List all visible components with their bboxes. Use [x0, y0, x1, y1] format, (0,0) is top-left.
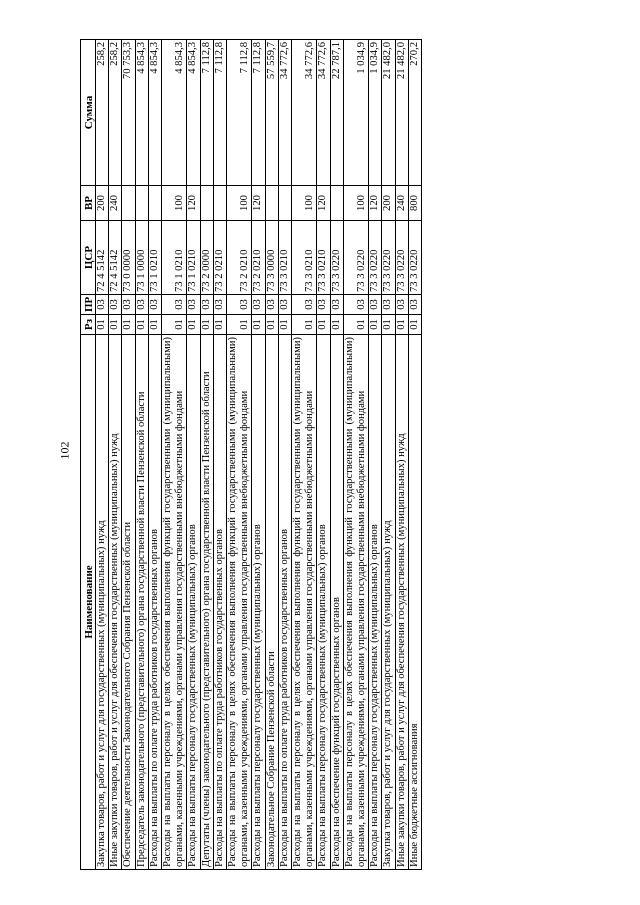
table-row [317, 40, 330, 870]
cell-name: Депутаты (члены) законодательного (представительного) органа государственной власти Пензенской области [200, 335, 213, 870]
cell-vr [330, 186, 343, 221]
cell-vr: 240 [395, 186, 408, 221]
cell-csr: 73 3 0220 [369, 221, 382, 295]
table-body [96, 40, 422, 870]
cell-sum: 57 559,7 [265, 40, 278, 186]
cell-pr: 03 [135, 295, 148, 315]
cell-vr: 120 [187, 186, 200, 221]
cell-vr: 100 [292, 186, 317, 221]
cell-csr: 73 3 0210 [292, 221, 317, 295]
table-row [369, 40, 382, 870]
cell-sum: 34 772,6 [292, 40, 317, 186]
cell-name: Иные закупки товаров, работ и услуг для обеспечения государственных (муниципальных) нужд [395, 335, 408, 870]
cell-rz: 01 [330, 315, 343, 335]
cell-sum: 258,2 [109, 40, 122, 186]
cell-sum: 34 772,6 [278, 40, 291, 186]
table-row [227, 40, 252, 870]
cell-csr: 73 1 0000 [135, 221, 148, 295]
cell-pr: 03 [343, 295, 368, 315]
header-name: Наименование [81, 335, 96, 870]
cell-sum: 70 753,3 [122, 40, 135, 186]
header-csr: ЦСР [81, 221, 96, 295]
cell-name: Закупка товаров, работ и услуг для государственных (муниципальных) нужд [96, 335, 109, 870]
cell-csr: 73 2 0000 [200, 221, 213, 295]
table-row [135, 40, 148, 870]
cell-name: Расходы на выплаты персоналу государственных (муниципальных) органов [252, 335, 265, 870]
cell-csr: 73 1 0210 [162, 221, 187, 295]
cell-csr: 73 0 0000 [122, 221, 135, 295]
cell-sum: 21 482,0 [382, 40, 395, 186]
table-row [265, 40, 278, 870]
cell-rz: 01 [162, 315, 187, 335]
cell-name: Расходы на выплаты персоналу в целях обеспечения выполнения функций государственными (муниципальными) органами, казенными учреждениями, органами управления государственными внебюджетными фондами [343, 335, 368, 870]
cell-rz: 01 [122, 315, 135, 335]
cell-pr: 03 [395, 295, 408, 315]
cell-vr [200, 186, 213, 221]
cell-rz: 01 [135, 315, 148, 335]
cell-pr: 03 [408, 295, 421, 315]
cell-sum: 7 112,8 [200, 40, 213, 186]
cell-rz: 01 [343, 315, 368, 335]
cell-pr: 03 [162, 295, 187, 315]
header-rz: Рз [81, 315, 96, 335]
header-vr: ВР [81, 186, 96, 221]
cell-vr: 100 [227, 186, 252, 221]
page-number: 102 [57, 441, 72, 460]
cell-vr [122, 186, 135, 221]
cell-name: Расходы на выплаты персоналу государственных (муниципальных) органов [369, 335, 382, 870]
cell-csr: 72 4 5142 [96, 221, 109, 295]
cell-rz: 01 [278, 315, 291, 335]
cell-csr: 73 3 0220 [330, 221, 343, 295]
cell-rz: 01 [96, 315, 109, 335]
cell-pr: 03 [382, 295, 395, 315]
cell-name: Расходы на обеспечение функций государственных органов [330, 335, 343, 870]
cell-vr: 800 [408, 186, 421, 221]
cell-sum: 7 112,8 [252, 40, 265, 186]
cell-csr: 73 3 0220 [343, 221, 368, 295]
table-row [252, 40, 265, 870]
cell-vr [148, 186, 161, 221]
cell-name: Расходы на выплаты персоналу в целях обеспечения выполнения функций государственными (муниципальными) органами, казенными учреждениями, органами управления государственными внебюджетными фондами [292, 335, 317, 870]
cell-csr: 73 3 0220 [382, 221, 395, 295]
cell-rz: 01 [200, 315, 213, 335]
header-pr: ПР [81, 295, 96, 315]
cell-csr: 73 3 0210 [317, 221, 330, 295]
cell-rz: 01 [213, 315, 226, 335]
cell-pr: 03 [330, 295, 343, 315]
cell-pr: 03 [252, 295, 265, 315]
cell-vr: 120 [317, 186, 330, 221]
cell-vr [278, 186, 291, 221]
cell-sum: 4 854,3 [187, 40, 200, 186]
cell-name: Обеспечение деятельности Законодательного Собрания Пензенской области [122, 335, 135, 870]
cell-sum: 21 482,0 [395, 40, 408, 186]
cell-vr: 200 [96, 186, 109, 221]
cell-sum: 22 787,1 [330, 40, 343, 186]
cell-name: Расходы на выплаты по оплате труда работников государственных органов [148, 335, 161, 870]
cell-pr: 03 [109, 295, 122, 315]
cell-rz: 01 [408, 315, 421, 335]
cell-name: Законодательное Собрание Пензенской области [265, 335, 278, 870]
table-header-row [81, 40, 96, 870]
cell-name: Иные закупки товаров, работ и услуг для обеспечения государственных (муниципальных) нужд [109, 335, 122, 870]
table-row [148, 40, 161, 870]
cell-pr: 03 [292, 295, 317, 315]
cell-pr: 03 [265, 295, 278, 315]
table-row [109, 40, 122, 870]
cell-vr [213, 186, 226, 221]
cell-sum: 4 854,3 [135, 40, 148, 186]
cell-name: Председатель законодательного (представительного) органа государственной власти Пензенской области [135, 335, 148, 870]
table-row [395, 40, 408, 870]
cell-vr: 100 [162, 186, 187, 221]
cell-pr: 03 [187, 295, 200, 315]
cell-name: Расходы на выплаты персоналу государственных (муниципальных) органов [187, 335, 200, 870]
cell-rz: 01 [109, 315, 122, 335]
table-row [408, 40, 421, 870]
cell-sum: 4 854,3 [162, 40, 187, 186]
cell-sum: 1 034,9 [369, 40, 382, 186]
table-row [330, 40, 343, 870]
cell-csr: 73 3 0220 [408, 221, 421, 295]
cell-pr: 03 [213, 295, 226, 315]
cell-vr [135, 186, 148, 221]
cell-csr: 73 2 0210 [252, 221, 265, 295]
table-row [382, 40, 395, 870]
cell-rz: 01 [148, 315, 161, 335]
cell-pr: 03 [278, 295, 291, 315]
cell-pr: 03 [369, 295, 382, 315]
header-sum: Сумма [81, 40, 96, 186]
table-row [96, 40, 109, 870]
cell-pr: 03 [122, 295, 135, 315]
cell-rz: 01 [187, 315, 200, 335]
rotated-table-area [80, 40, 560, 870]
cell-vr: 120 [369, 186, 382, 221]
cell-csr: 73 3 0210 [278, 221, 291, 295]
cell-name: Расходы на выплаты по оплате труда работников государственных органов [213, 335, 226, 870]
rotated-table-frame [80, 40, 560, 870]
cell-name: Расходы на выплаты персоналу государственных (муниципальных) органов [317, 335, 330, 870]
cell-name: Расходы на выплаты по оплате труда работников государственных органов [278, 335, 291, 870]
table-row [292, 40, 317, 870]
cell-csr: 73 1 0210 [187, 221, 200, 295]
cell-rz: 01 [317, 315, 330, 335]
cell-sum: 7 112,8 [227, 40, 252, 186]
cell-rz: 01 [265, 315, 278, 335]
cell-csr: 73 3 0000 [265, 221, 278, 295]
cell-vr: 240 [109, 186, 122, 221]
cell-sum: 258,2 [96, 40, 109, 186]
cell-csr: 73 2 0210 [213, 221, 226, 295]
table-row [162, 40, 187, 870]
cell-rz: 01 [292, 315, 317, 335]
table-row [200, 40, 213, 870]
cell-name: Расходы на выплаты персоналу в целях обеспечения выполнения функций государственными (муниципальными) органами, казенными учреждениями, органами управления государственными внебюджетными фондами [162, 335, 187, 870]
cell-rz: 01 [227, 315, 252, 335]
cell-rz: 01 [382, 315, 395, 335]
cell-name: Закупка товаров, работ и услуг для государственных (муниципальных) нужд [382, 335, 395, 870]
cell-pr: 03 [317, 295, 330, 315]
cell-sum: 1 034,9 [343, 40, 368, 186]
cell-rz: 01 [395, 315, 408, 335]
cell-csr: 72 4 5142 [109, 221, 122, 295]
cell-name: Иные бюджетные ассигнования [408, 335, 421, 870]
cell-pr: 03 [227, 295, 252, 315]
cell-sum: 4 854,3 [148, 40, 161, 186]
cell-sum: 7 112,8 [213, 40, 226, 186]
cell-vr [265, 186, 278, 221]
table-row [187, 40, 200, 870]
cell-csr: 73 2 0210 [227, 221, 252, 295]
table-row [278, 40, 291, 870]
cell-sum: 270,2 [408, 40, 421, 186]
cell-csr: 73 1 0210 [148, 221, 161, 295]
cell-vr: 200 [382, 186, 395, 221]
table-row [213, 40, 226, 870]
cell-vr: 100 [343, 186, 368, 221]
table-row [122, 40, 135, 870]
cell-vr: 120 [252, 186, 265, 221]
cell-pr: 03 [200, 295, 213, 315]
cell-pr: 03 [148, 295, 161, 315]
cell-csr: 73 3 0220 [395, 221, 408, 295]
cell-rz: 01 [369, 315, 382, 335]
cell-rz: 01 [252, 315, 265, 335]
cell-sum: 34 772,6 [317, 40, 330, 186]
cell-name: Расходы на выплаты персоналу в целях обеспечения выполнения функций государственными (муниципальными) органами, казенными учреждениями, органами управления государственными внебюджетными фондами [227, 335, 252, 870]
cell-pr: 03 [96, 295, 109, 315]
table-row [343, 40, 368, 870]
budget-table [80, 39, 422, 870]
